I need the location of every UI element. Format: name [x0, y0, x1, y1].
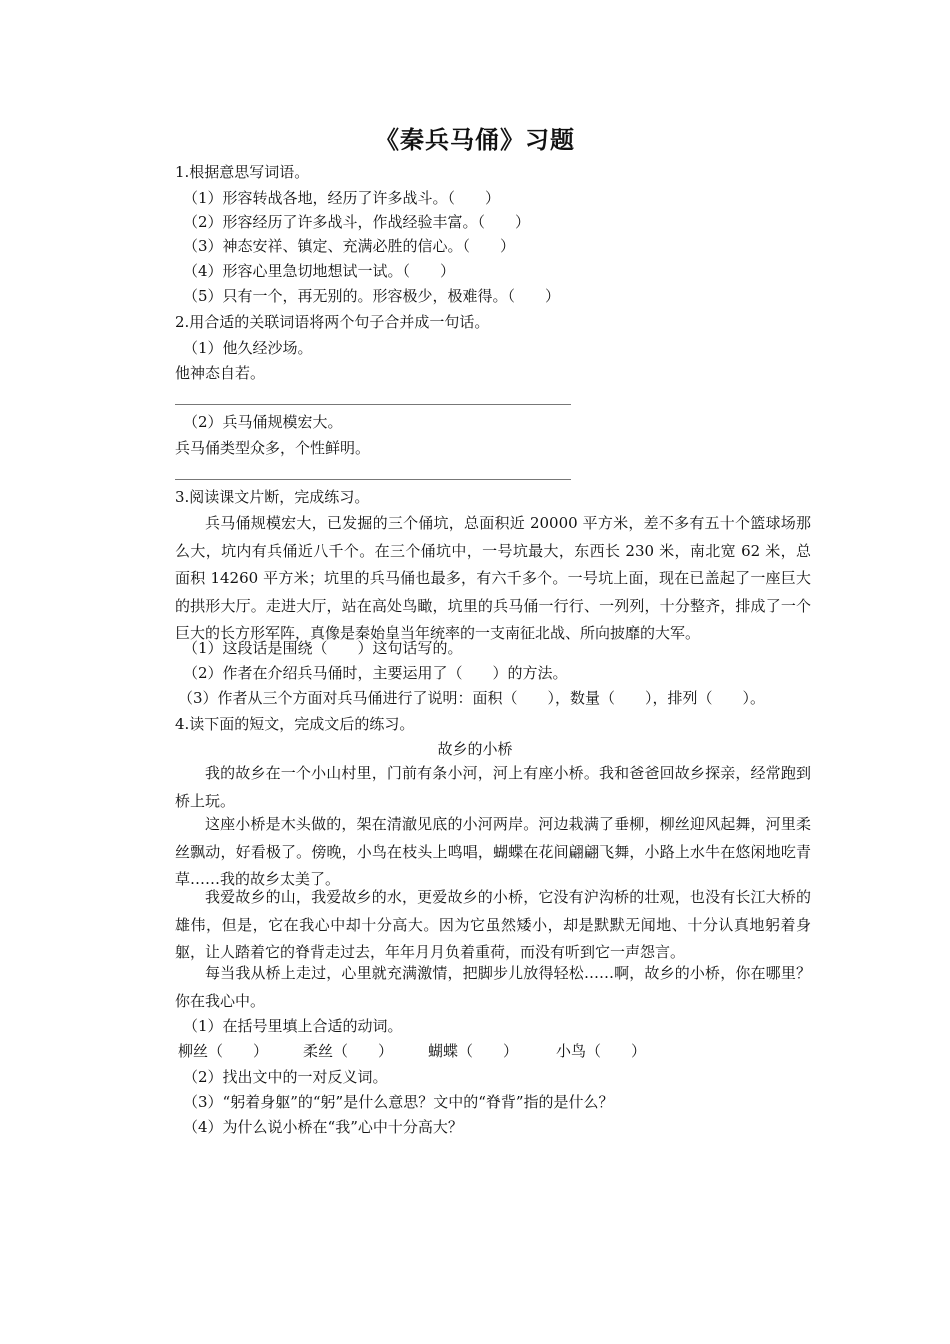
q3-item-2: （2）作者在介绍兵马俑时，主要运用了（ ）的方法。 [183, 664, 568, 682]
q1-item-1: （1）形容转战各地，经历了许多战斗。（ ） [183, 189, 501, 207]
q3-item-1: （1）这段话是围绕（ ）这句话写的。 [183, 639, 463, 657]
q2-item-1-sentence-a: （1）他久经沙场。 [183, 339, 313, 357]
q1-item-2: （2）形容经历了许多战斗，作战经验丰富。（ ） [183, 213, 531, 231]
q1-item-4: （4）形容心里急切地想试一试。（ ） [183, 262, 456, 280]
q1-item-5: （5）只有一个，再无别的。形容极少，极难得。（ ） [183, 287, 561, 305]
q2-heading: 2.用合适的关联词语将两个句子合并成一句话。 [175, 313, 490, 331]
story-paragraph-4: 每当我从桥上走过，心里就充满激情，把脚步儿放得轻松……啊，故乡的小桥，你在哪里？你在我心中。 [175, 964, 811, 1010]
story-paragraph-2: 这座小桥是木头做的，架在清澈见底的小河两岸。河边栽满了垂柳，柳丝迎风起舞，河里柔丝飘动，好看极了。傍晚，小鸟在枝头上鸣唱，蝴蝶在花间翩翩飞舞，小路上水牛在悠闲地吃青草……我的故乡太美了。 [175, 815, 811, 888]
answer-line-2[interactable] [175, 479, 571, 480]
blank-xiaoniao: 小鸟（ ） [556, 1042, 647, 1060]
blank-hudie: 蝴蝶（ ） [428, 1042, 519, 1060]
q2-item-2-sentence-a: （2）兵马俑规模宏大。 [183, 413, 343, 431]
answer-line-1[interactable] [175, 404, 571, 405]
verb-blanks-row [178, 1041, 646, 1061]
page-title: 《秦兵马俑》习题 [375, 125, 575, 154]
q3-item-3: （3）作者从三个方面对兵马俑进行了说明：面积（ ），数量（ ），排列（ ）。 [178, 689, 766, 707]
q2-item-2-sentence-b: 兵马俑类型众多，个性鲜明。 [175, 439, 371, 457]
blank-rousi: 柔丝（ ） [303, 1042, 394, 1060]
q1-item-3: （3）神态安祥、镇定、充满必胜的信心。（ ） [183, 237, 516, 255]
q4-item-2: （2）找出文中的一对反义词。 [183, 1068, 388, 1086]
q1-heading: 1.根据意思写词语。 [175, 163, 310, 181]
q3-passage: 兵马俑规模宏大，已发掘的三个俑坑，总面积近 20000 平方米，差不多有五十个篮球场那么大，坑内有兵俑近八千个。在三个俑坑中，一号坑最大，东西长 230 米，南北宽 62 米，总面积 14260 平方米；坑里的兵马俑也最多，有六千多个。一号坑上面，现在已盖起了一座巨大的拱形大厅。走进大厅，站在高处鸟瞰，坑里的兵马俑一行行、一列列，十分整齐，排成了一个巨大的长方形军阵，真像是秦始皇当年统率的一支南征北战、所向披靡的大军。 [175, 514, 811, 642]
q4-item-1: （1）在括号里填上合适的动词。 [183, 1017, 403, 1035]
q2-item-1-sentence-b: 他神态自若。 [175, 364, 266, 382]
story-paragraph-1: 我的故乡在一个小山村里，门前有条小河，河上有座小桥。我和爸爸回故乡探亲，经常跑到桥上玩。 [175, 764, 811, 810]
q4-item-4: （4）为什么说小桥在“我”心中十分高大？ [183, 1118, 463, 1136]
q4-heading: 4.读下面的短文，完成文后的练习。 [175, 715, 415, 733]
story-title: 故乡的小桥 [437, 740, 513, 758]
q4-item-3: （3）“躬着身躯”的“躬”是什么意思？文中的“脊背”指的是什么？ [183, 1093, 614, 1111]
blank-liusi: 柳丝（ ） [178, 1042, 269, 1060]
q3-heading: 3.阅读课文片断，完成练习。 [175, 488, 370, 506]
story-paragraph-3: 我爱故乡的山，我爱故乡的水，更爱故乡的小桥，它没有沪沟桥的壮观，也没有长江大桥的雄伟，但是，它在我心中却十分高大。因为它虽然矮小，却是默默无闻地、十分认真地躬着身躯，让人踏着它的脊背走过去，年年月月负着重荷，而没有听到它一声怨言。 [175, 888, 811, 961]
